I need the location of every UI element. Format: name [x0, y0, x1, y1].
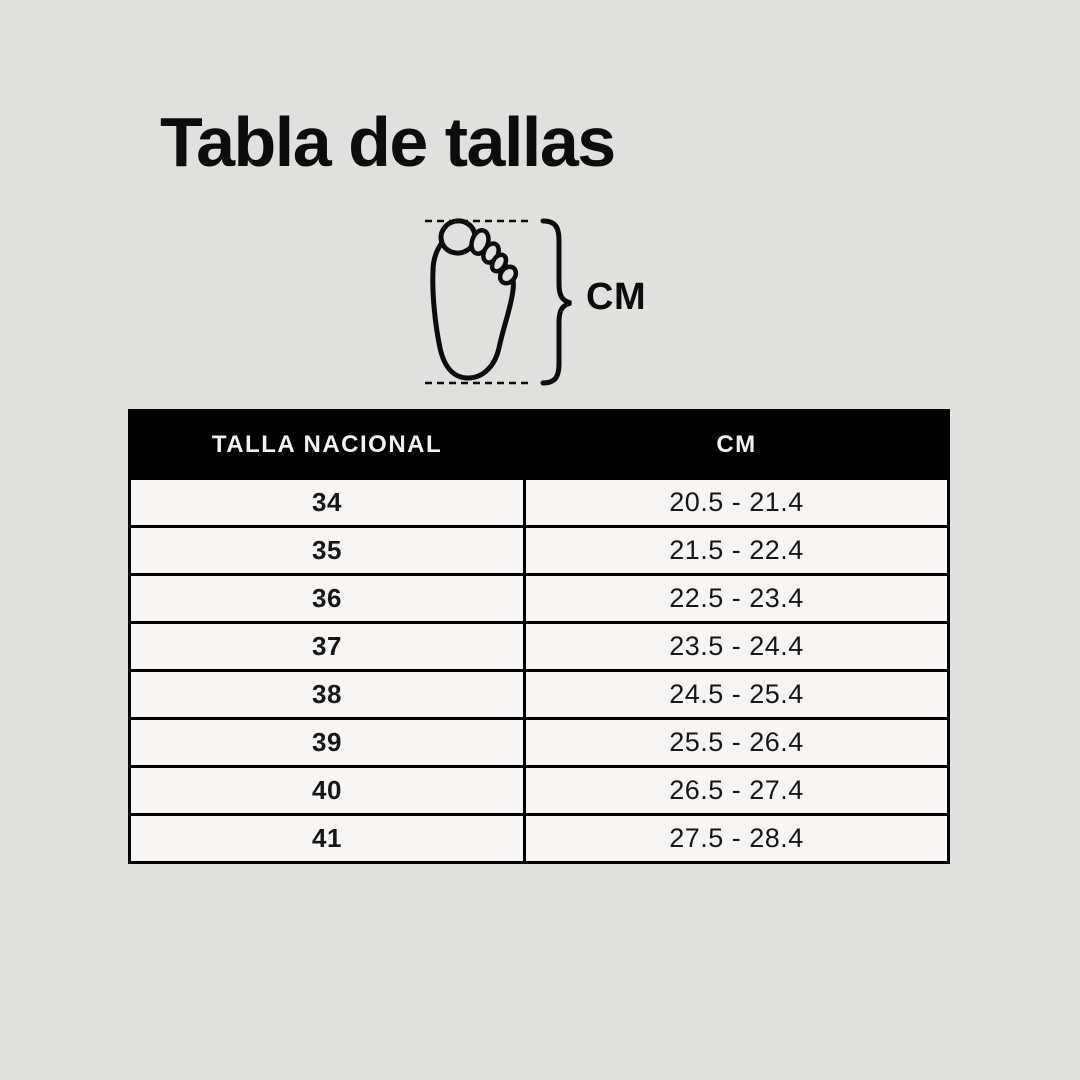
cm-range-value: 23.5 - 24.4 — [525, 623, 949, 671]
size-value: 40 — [130, 767, 525, 815]
table-row — [130, 575, 949, 623]
cm-range-value: 24.5 - 25.4 — [525, 671, 949, 719]
unit-label: CM — [586, 276, 647, 318]
table-row — [130, 719, 949, 767]
cm-range-value: 26.5 - 27.4 — [525, 767, 949, 815]
table-row — [130, 815, 949, 863]
curly-brace-icon — [543, 221, 571, 383]
page-title: Tabla de tallas — [160, 103, 615, 181]
table-row — [130, 479, 949, 527]
header-talla-nacional: TALLA NACIONAL — [130, 411, 525, 479]
size-value: 36 — [130, 575, 525, 623]
foot-outline — [433, 218, 519, 378]
table-row — [130, 623, 949, 671]
cm-range-value: 20.5 - 21.4 — [525, 479, 949, 527]
size-table — [128, 409, 950, 864]
size-value: 41 — [130, 815, 525, 863]
table-row — [130, 767, 949, 815]
table-header-row — [130, 411, 949, 479]
header-cm: CM — [525, 411, 949, 479]
table-row — [130, 527, 949, 575]
size-value: 38 — [130, 671, 525, 719]
table-row — [130, 671, 949, 719]
size-value: 37 — [130, 623, 525, 671]
size-value: 34 — [130, 479, 525, 527]
size-value: 39 — [130, 719, 525, 767]
cm-range-value: 27.5 - 28.4 — [525, 815, 949, 863]
foot-measurement-diagram — [415, 208, 735, 398]
cm-range-value: 25.5 - 26.4 — [525, 719, 949, 767]
size-value: 35 — [130, 527, 525, 575]
cm-range-value: 21.5 - 22.4 — [525, 527, 949, 575]
cm-range-value: 22.5 - 23.4 — [525, 575, 949, 623]
